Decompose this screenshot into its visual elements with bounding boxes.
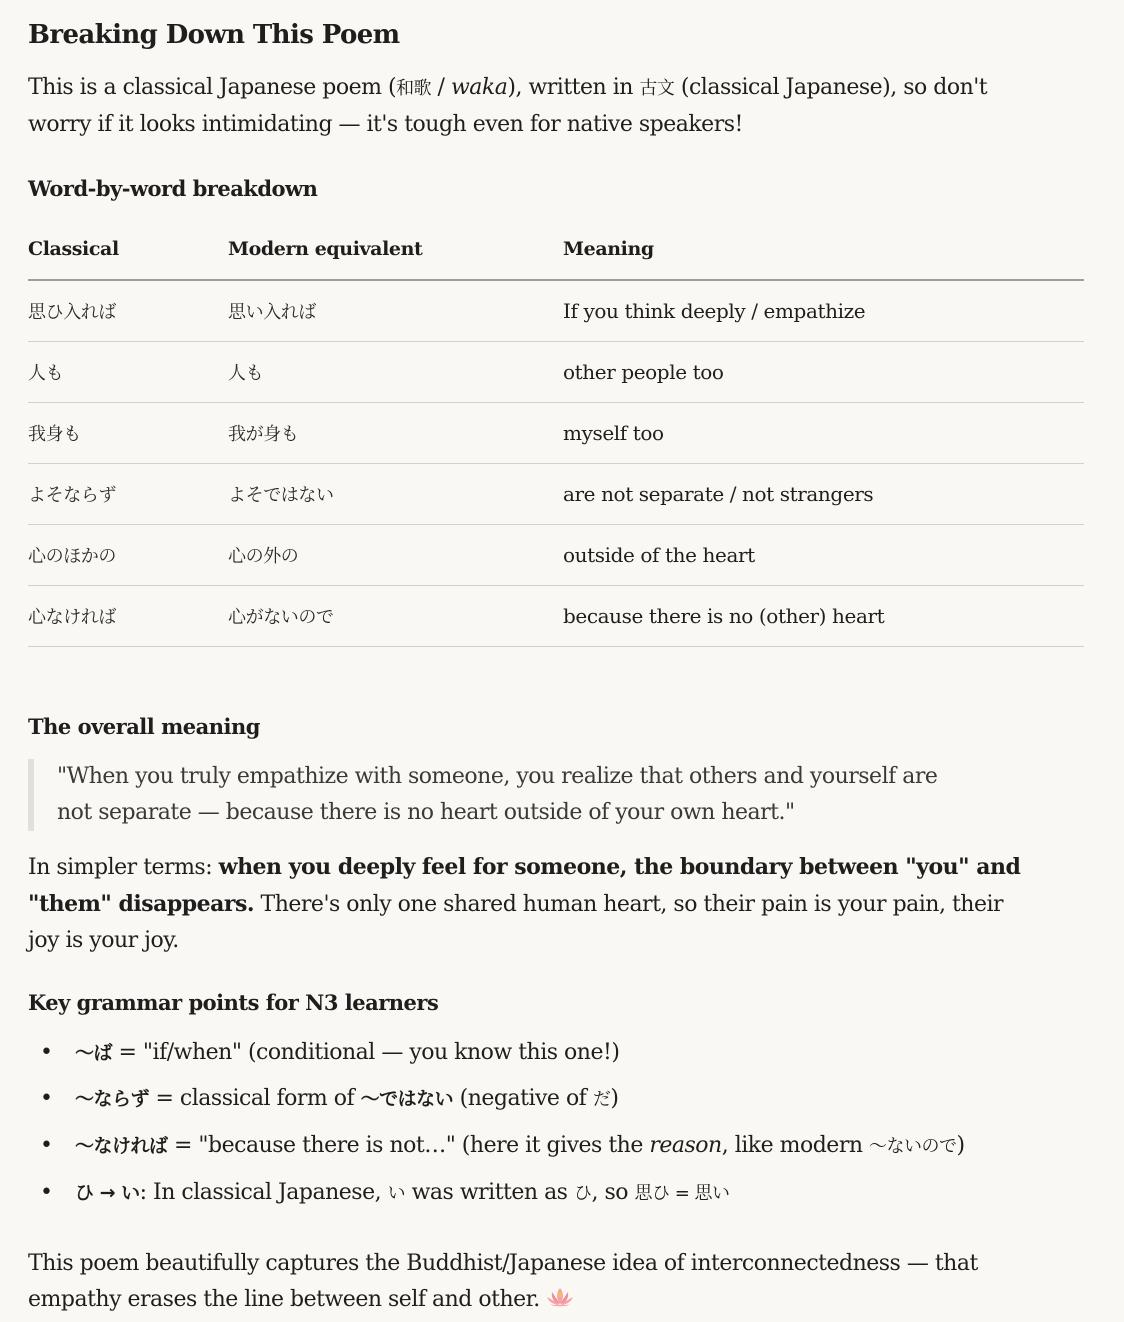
- overall-meaning-heading: The overall meaning: [28, 714, 260, 739]
- word-breakdown-table: [28, 218, 1084, 647]
- list-item: • 〜ならず = classical form of 〜ではない (negative of だ): [28, 1076, 1108, 1123]
- column-header-meaning: Meaning: [563, 218, 1084, 280]
- list-item: • ひ → い: In classical Japanese, い was written as ひ, so 思ひ = 思い: [28, 1170, 1108, 1217]
- column-header-modern: Modern equivalent: [228, 218, 563, 280]
- list-item: • 〜ば = "if/when" (conditional — you know this one!): [28, 1030, 1108, 1076]
- table-row: [28, 586, 1084, 647]
- grammar-list: [28, 1030, 1108, 1217]
- breakdown-heading: Word-by-word breakdown: [28, 176, 318, 201]
- meaning-cell: because there is no (other) heart: [563, 586, 1084, 647]
- table-header-row: [28, 218, 1084, 280]
- meaning-cell: outside of the heart: [563, 525, 1084, 586]
- table-row: [28, 525, 1084, 586]
- modern-cell: 心がないので: [228, 586, 563, 647]
- quote-line-2: not separate — because there is no heart outside of your own heart.": [57, 800, 795, 825]
- intro-line-2: worry if it looks intimidating — it's tough even for native speakers!: [28, 112, 743, 137]
- page-title: Breaking Down This Poem: [28, 20, 400, 50]
- modern-cell: 心の外の: [228, 525, 563, 586]
- bullet: •: [40, 1133, 53, 1158]
- meaning-cell: myself too: [563, 403, 1084, 464]
- classical-cell: 心のほかの: [28, 525, 228, 586]
- intro-line-1: This is a classical Japanese poem (和歌 / waka), written in 古文 (classical Japanese), so don't: [28, 75, 988, 100]
- quote-line-1: "When you truly empathize with someone, you realize that others and yourself are: [57, 764, 938, 789]
- classical-cell: よそならず: [28, 464, 228, 525]
- classical-cell: 心なければ: [28, 586, 228, 647]
- intro-paragraph: [28, 70, 987, 143]
- column-header-classical: Classical: [28, 218, 228, 280]
- meaning-cell: If you think deeply / empathize: [563, 280, 1084, 342]
- classical-cell: 人も: [28, 342, 228, 403]
- simpler-terms-paragraph: In simpler terms: when you deeply feel for someone, the boundary between "you" and "them" disappears. There's only one shared human heart, so their pain is your pain, their joy is your joy.: [28, 854, 1021, 953]
- modern-cell: よそではない: [228, 464, 563, 525]
- closing-paragraph: This poem beautifully captures the Buddhist/Japanese idea of interconnectedness — that empathy erases the line between self and other.: [28, 1246, 978, 1321]
- bullet: •: [40, 1086, 53, 1111]
- table-row: [28, 403, 1084, 464]
- bullet: •: [40, 1180, 53, 1205]
- classical-cell: 我身も: [28, 403, 228, 464]
- lotus-icon: [546, 1285, 574, 1321]
- meaning-cell: other people too: [563, 342, 1084, 403]
- translation-quote: [28, 759, 1057, 831]
- table-row: [28, 464, 1084, 525]
- modern-cell: 我が身も: [228, 403, 563, 464]
- list-item: • 〜なければ = "because there is not…" (here it gives the reason, like modern 〜ないので): [28, 1123, 1108, 1170]
- bullet: •: [40, 1040, 53, 1065]
- modern-cell: 人も: [228, 342, 563, 403]
- modern-cell: 思い入れば: [228, 280, 563, 342]
- grammar-heading: Key grammar points for N3 learners: [28, 990, 439, 1015]
- table-row: [28, 342, 1084, 403]
- classical-cell: 思ひ入れば: [28, 280, 228, 342]
- meaning-cell: are not separate / not strangers: [563, 464, 1084, 525]
- table-row: [28, 280, 1084, 342]
